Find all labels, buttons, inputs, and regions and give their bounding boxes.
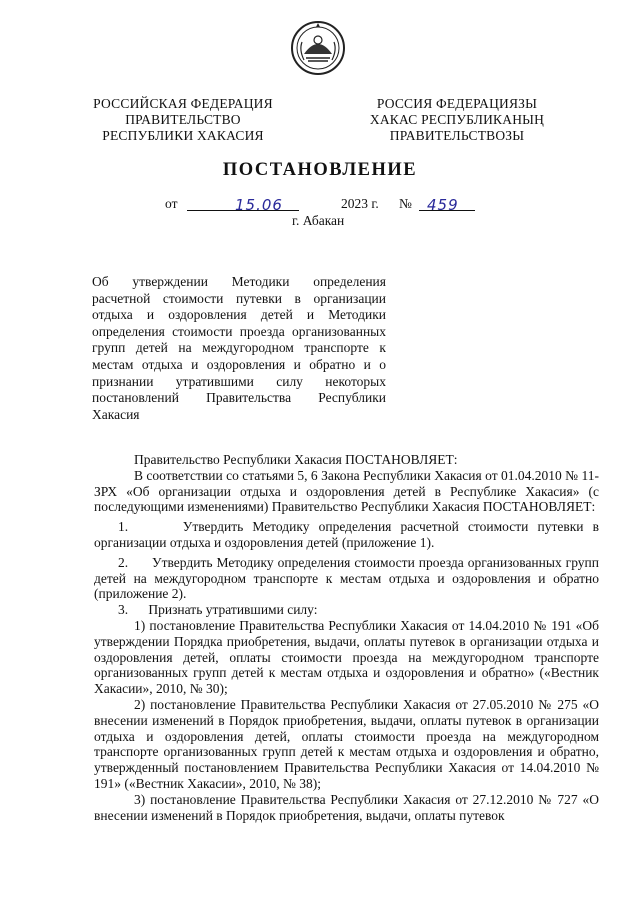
- document-body: [94, 452, 599, 823]
- list-item: 3. Признать утратившими силу:: [118, 602, 318, 618]
- sub-list-item: 3) постановление Правительства Республики Хакасия от 27.12.2010 № 727 «О внесении изменений в Порядок приобретения, выдачи, оплаты путевок: [94, 791, 599, 823]
- date-prefix: от: [165, 196, 178, 211]
- sub-list-item: 2) постановление Правительства Республики Хакасия от 27.05.2010 № 275 «О внесении изменений в Порядок приобретения, выдачи, оплаты путевок в организации отдыха и оздоровления детей, оплаты стоимости проезда на междугородном транспорте организованных групп детей к местам отдыха и оздоровления и обратно, утвержденный постановлением Правительства Республики Хакасия от 14.04.2010 № 191» («Вестник Хакасии», 2010, № 38);: [94, 696, 599, 791]
- number-label: №: [399, 196, 412, 211]
- header-right-line: ХАКАС РЕСПУБЛИКАНЫҢ: [369, 112, 545, 127]
- header-left-line: ПРАВИТЕЛЬСТВО: [125, 112, 241, 127]
- header-left-block: [78, 96, 288, 144]
- handwritten-date: 15.06: [235, 196, 283, 214]
- coat-of-arms-emblem: [290, 20, 346, 76]
- list-item: 2. Утвердить Методику определения стоимости проезда организованных групп детей на междугородном транспорте к местам отдыха и оздоровления и обратно (приложение 2).: [94, 554, 599, 602]
- header-right-line: РОССИЯ ФЕДЕРАЦИЯЗЫ: [376, 96, 538, 111]
- document-subject: Об утверждении Методики определения расчетной стоимости путевки в организации отдыха и оздоровления детей и Методики определения стоимости проезда организованных групп детей на междугородном транспорте к местам отдыха и оздоровления и обратно и о признании утратившими силу некоторых постановлений Правительства Республики Хакасия: [92, 274, 386, 422]
- header-right-block: [352, 96, 562, 144]
- date-year: 2023 г.: [341, 196, 379, 211]
- sub-list-item: 1) постановление Правительства Республики Хакасия от 14.04.2010 № 191 «Об утверждении Порядка приобретения, выдачи, оплаты путевок в организации отдыха и оздоровления детей, оплаты стоимости проезда на междугородном транспорте организованных групп детей к местам отдыха и оздоровления и обратно» («Вестник Хакасии», 2010, № 30);: [94, 617, 599, 697]
- list-item: 1. Утвердить Методику определения расчетной стоимости путевки в организации отдыха и оздоровления детей (приложение 1).: [94, 519, 599, 550]
- body-paragraph: Правительство Республики Хакасия ПОСТАНОВЛЯЕТ:: [134, 452, 458, 467]
- handwritten-number: 459: [427, 196, 459, 214]
- header-left-line: РЕСПУБЛИКИ ХАКАСИЯ: [102, 128, 264, 143]
- city-name: г. Абакан: [292, 213, 345, 228]
- document-title: ПОСТАНОВЛЕНИЕ: [222, 160, 418, 180]
- header-left-line: РОССИЙСКАЯ ФЕДЕРАЦИЯ: [93, 96, 273, 111]
- body-paragraph: В соответствии со статьями 5, 6 Закона Республики Хакасия от 01.04.2010 № 11-ЗРХ «Об организации отдыха и оздоровления детей в Республике Хакасия» (с последующими изменениями) Правительство Республики Хакасия ПОСТАНОВЛЯЕТ:: [94, 467, 599, 515]
- header-right-line: ПРАВИТЕЛЬСТВОЗЫ: [389, 128, 525, 143]
